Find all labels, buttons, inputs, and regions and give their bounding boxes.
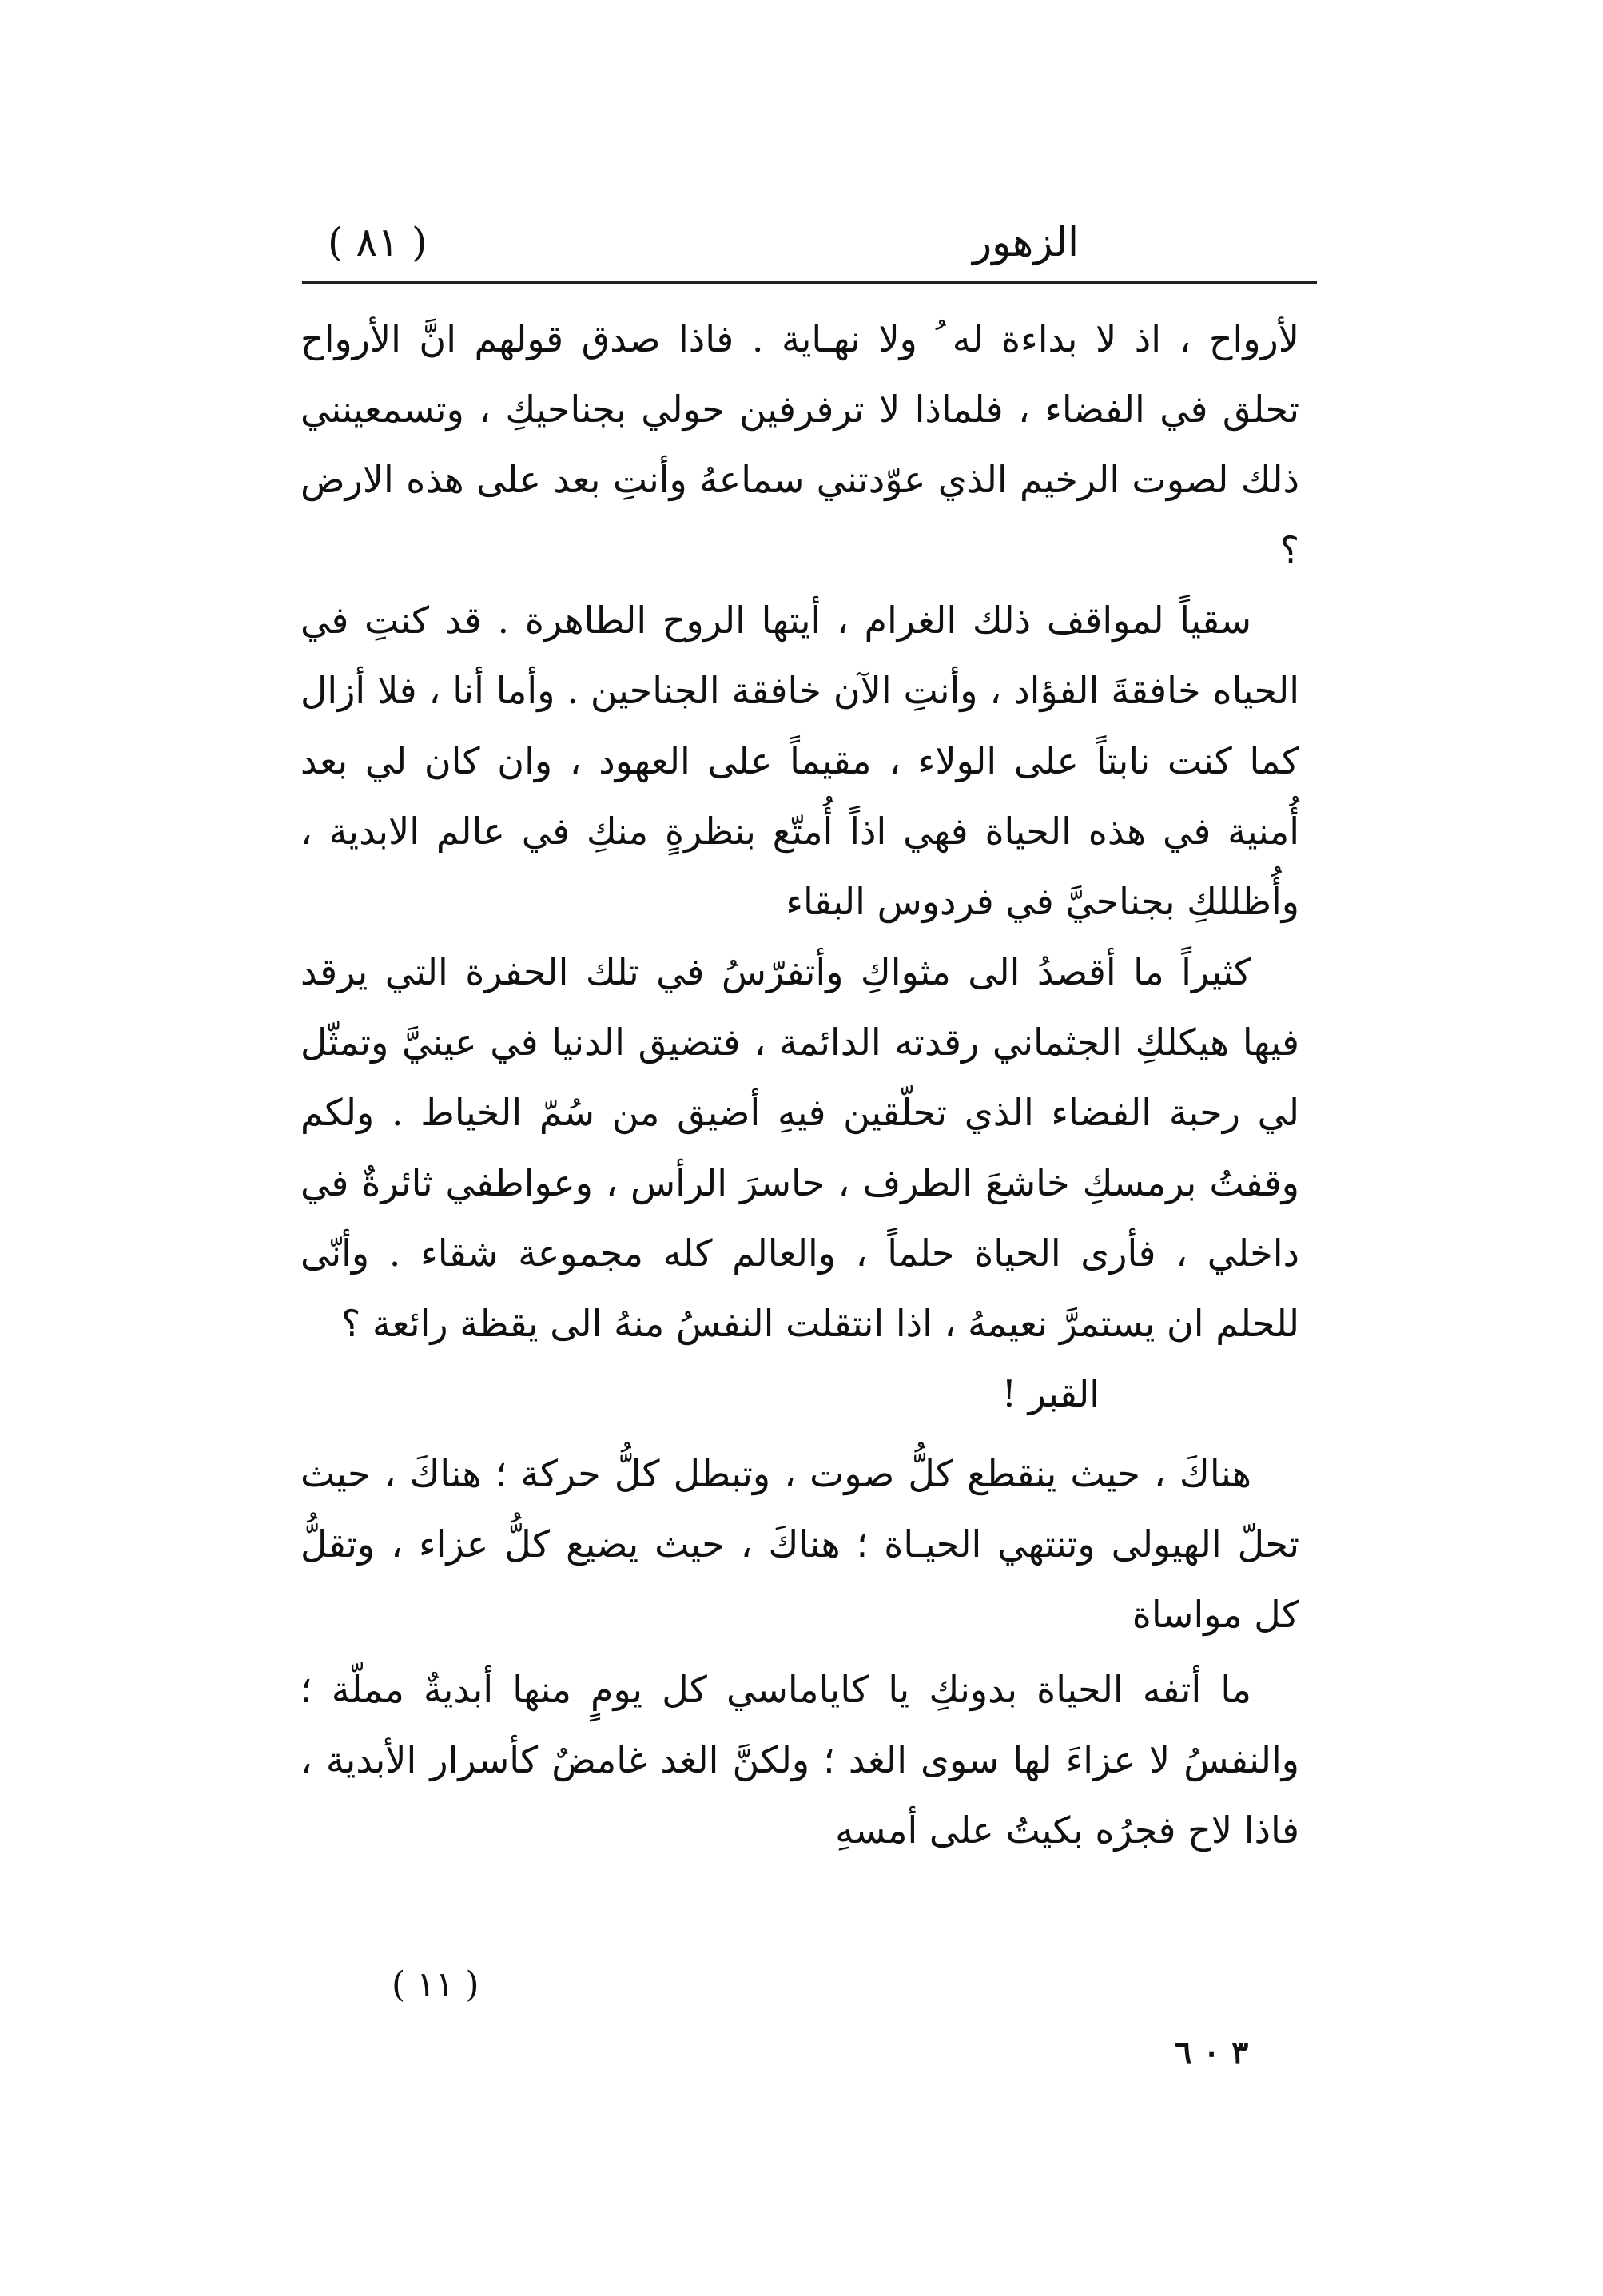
signature-number: ( ١١ ): [392, 1964, 479, 2005]
paragraph-3: كثيراً ما أقصدُ الى مثواكِ وأتفرّسُ في تلك الحفرة التي يرقد فيها هيكلكِ الجثماني رقدته الدائمة ، فتضيق الدنيا في عينيَّ وتمثّل لي رحبة الفضاء الذي تحلّقين فيهِ أضيق من سُمّ الخياط . ولكم وقفتُ برمسكِ خاشعَ الطرف ، حاسرَ الرأس ، وعواطفي ثائرةٌ في داخلي ، فأرى الحياة حلماً ، والعالم كله مجموعة شقاء . وأنّى للحلم ان يستمرَّ نعيمهُ ، اذا انتقلت النفسُ منهُ الى يقظة رائعة ؟: [300, 950, 1299, 1345]
paragraph-2: سقياً لمواقف ذلك الغرام ، أيتها الروح الطاهرة . قد كنتِ في الحياه خافقةَ الفؤاد ، وأنتِ الآن خافقة الجناحين . وأما أنا ، فلا أزال كما كنت نابتاً على الولاء ، مقيماً على العهود ، وان كان لي بعد أُمنية في هذه الحياة فهي اذاً أُمتّع بنظرةٍ منكِ في عالم الابدية ، وأُظللكِ بجناحيَّ في فردوس البقاء: [300, 599, 1299, 923]
running-header: [296, 214, 1319, 278]
running-title: الزهور: [972, 219, 1079, 265]
print-code: ٣ ٠ ٦: [1175, 2034, 1249, 2071]
paragraph-1: لأرواح ، اذ لا بداءة له ُ ولا نهـاية . فاذا صدق قولهم انَّ الأرواح تحلق في الفضاء ، فلماذا لا ترفرفين حولي بجناحيكِ ، وتسمعينني ذلك لصوت الرخيم الذي عوّدتني سماعهُ وأنتِ بعد على هذه الارض ؟: [300, 317, 1299, 571]
paragraph-5: ما أتفه الحياة بدونكِ يا كاياماسي كل يومٍ منها أبديةٌ مملّة ؛ والنفسُ لا عزاءَ لها سوى الغد ؛ ولكنَّ الغد غامضٌ كأسرار الأبدية ، فاذا لاح فجرُه بكيتُ على أمسهِ: [300, 1668, 1299, 1852]
page-number: ( ٨١ ): [328, 219, 428, 265]
section-exclamation: القبر !: [1001, 1372, 1100, 1415]
body-text: [300, 304, 1299, 1865]
paragraph-4: هناكَ ، حيث ينقطع كلُّ صوت ، وتبطل كلُّ حركة ؛ هناكَ ، حيث تحلّ الهيولى وتنتهي الحيـاة ؛ هناكَ ، حيث يضيع كلُّ عزاء ، وتقلُّ كل مواساة: [300, 1452, 1299, 1636]
header-rule: [302, 281, 1317, 284]
